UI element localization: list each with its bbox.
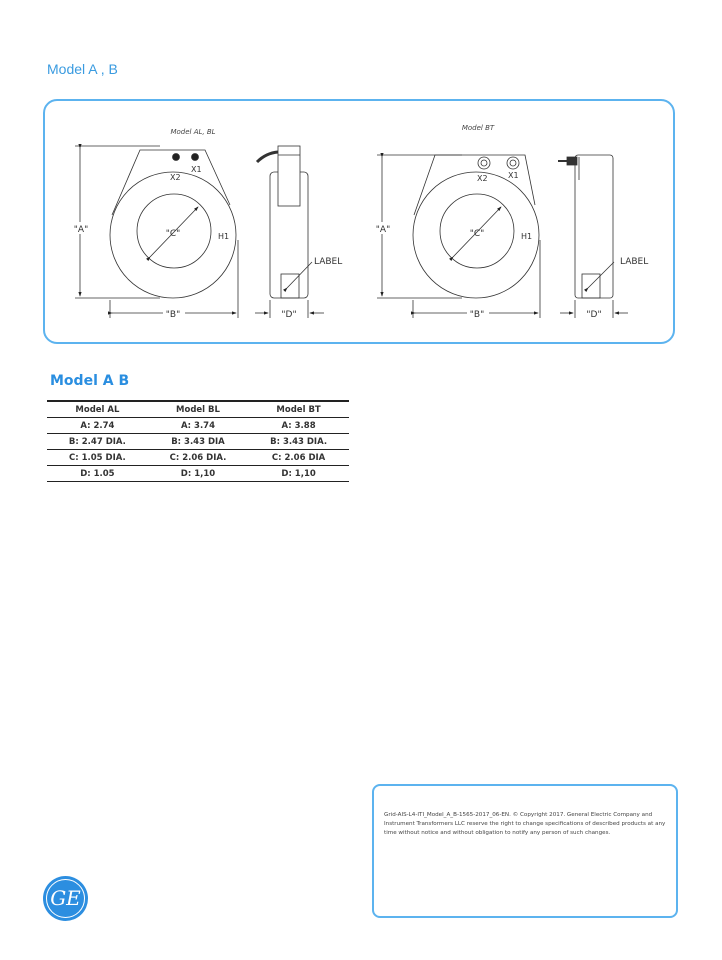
x2-label: X2 <box>477 174 488 183</box>
table-header-row <box>47 401 349 418</box>
dim-d-label: "D" <box>281 310 297 320</box>
legal-notice-box <box>372 784 678 918</box>
legal-notice-text: Grid-AIS-L4-ITI_Model_A_B-1565-2017_06-EN. © Copyright 2017. General Electric Company and Instrument Transformers LLC reserve the right to change specifications of described products at any time without notice and without obligation to notify any person of such changes. <box>384 812 666 836</box>
x1-label: X1 <box>191 165 202 174</box>
terminal-x1 <box>192 154 199 161</box>
table-cell: C: 2.06 DIA <box>271 452 326 463</box>
table-cell: C: 2.06 DIA. <box>169 452 227 463</box>
ge-logo: GE <box>43 876 88 921</box>
table-cell: D: 1.05 <box>80 468 115 479</box>
drawing-model-al-bl <box>70 128 342 320</box>
dimension-drawings <box>0 0 722 360</box>
dim-b-label: "B" <box>165 310 181 320</box>
drawing-title: Model AL, BL <box>170 128 216 136</box>
table-cell: B: 3.43 DIA <box>171 436 225 447</box>
drawing-model-bt <box>372 124 648 320</box>
table-cell: D: 1,10 <box>281 468 316 479</box>
x2-label: X2 <box>170 173 181 182</box>
dim-a-label: "A" <box>375 225 391 235</box>
label-callout: LABEL <box>314 257 343 267</box>
column-header: Model BT <box>276 404 321 415</box>
dim-a-label: "A" <box>73 225 89 235</box>
dim-b-label: "B" <box>469 310 485 320</box>
dim-d-label: "D" <box>586 310 602 320</box>
dim-c-label: "C" <box>469 229 485 239</box>
table-cell: A: 2.74 <box>80 420 115 431</box>
column-header: Model BL <box>176 404 220 415</box>
h1-label: H1 <box>218 232 230 241</box>
specs-table <box>47 400 349 482</box>
h1-label: H1 <box>521 232 533 241</box>
x1-label: X1 <box>508 171 519 180</box>
table-cell: C: 1.05 DIA. <box>69 452 126 463</box>
table-title: Model A B <box>50 373 130 389</box>
table-cell: B: 2.47 DIA. <box>68 436 126 447</box>
table-cell: A: 3.88 <box>281 420 316 431</box>
dim-c-label: "C" <box>165 229 181 239</box>
table-row <box>47 418 349 434</box>
table-row <box>47 450 349 466</box>
terminal-x2 <box>478 157 490 169</box>
table-cell: B: 3.43 DIA. <box>270 436 328 447</box>
label-callout: LABEL <box>620 257 649 267</box>
terminal-x2 <box>173 154 180 161</box>
table-row <box>47 466 349 482</box>
table-cell: D: 1,10 <box>180 468 216 479</box>
terminal-x1 <box>507 157 519 169</box>
page-title: Model A , B <box>47 61 118 77</box>
table-row <box>47 434 349 450</box>
drawing-title: Model BT <box>461 124 495 132</box>
table-cell: A: 3.74 <box>180 420 216 431</box>
column-header: Model AL <box>75 404 120 415</box>
